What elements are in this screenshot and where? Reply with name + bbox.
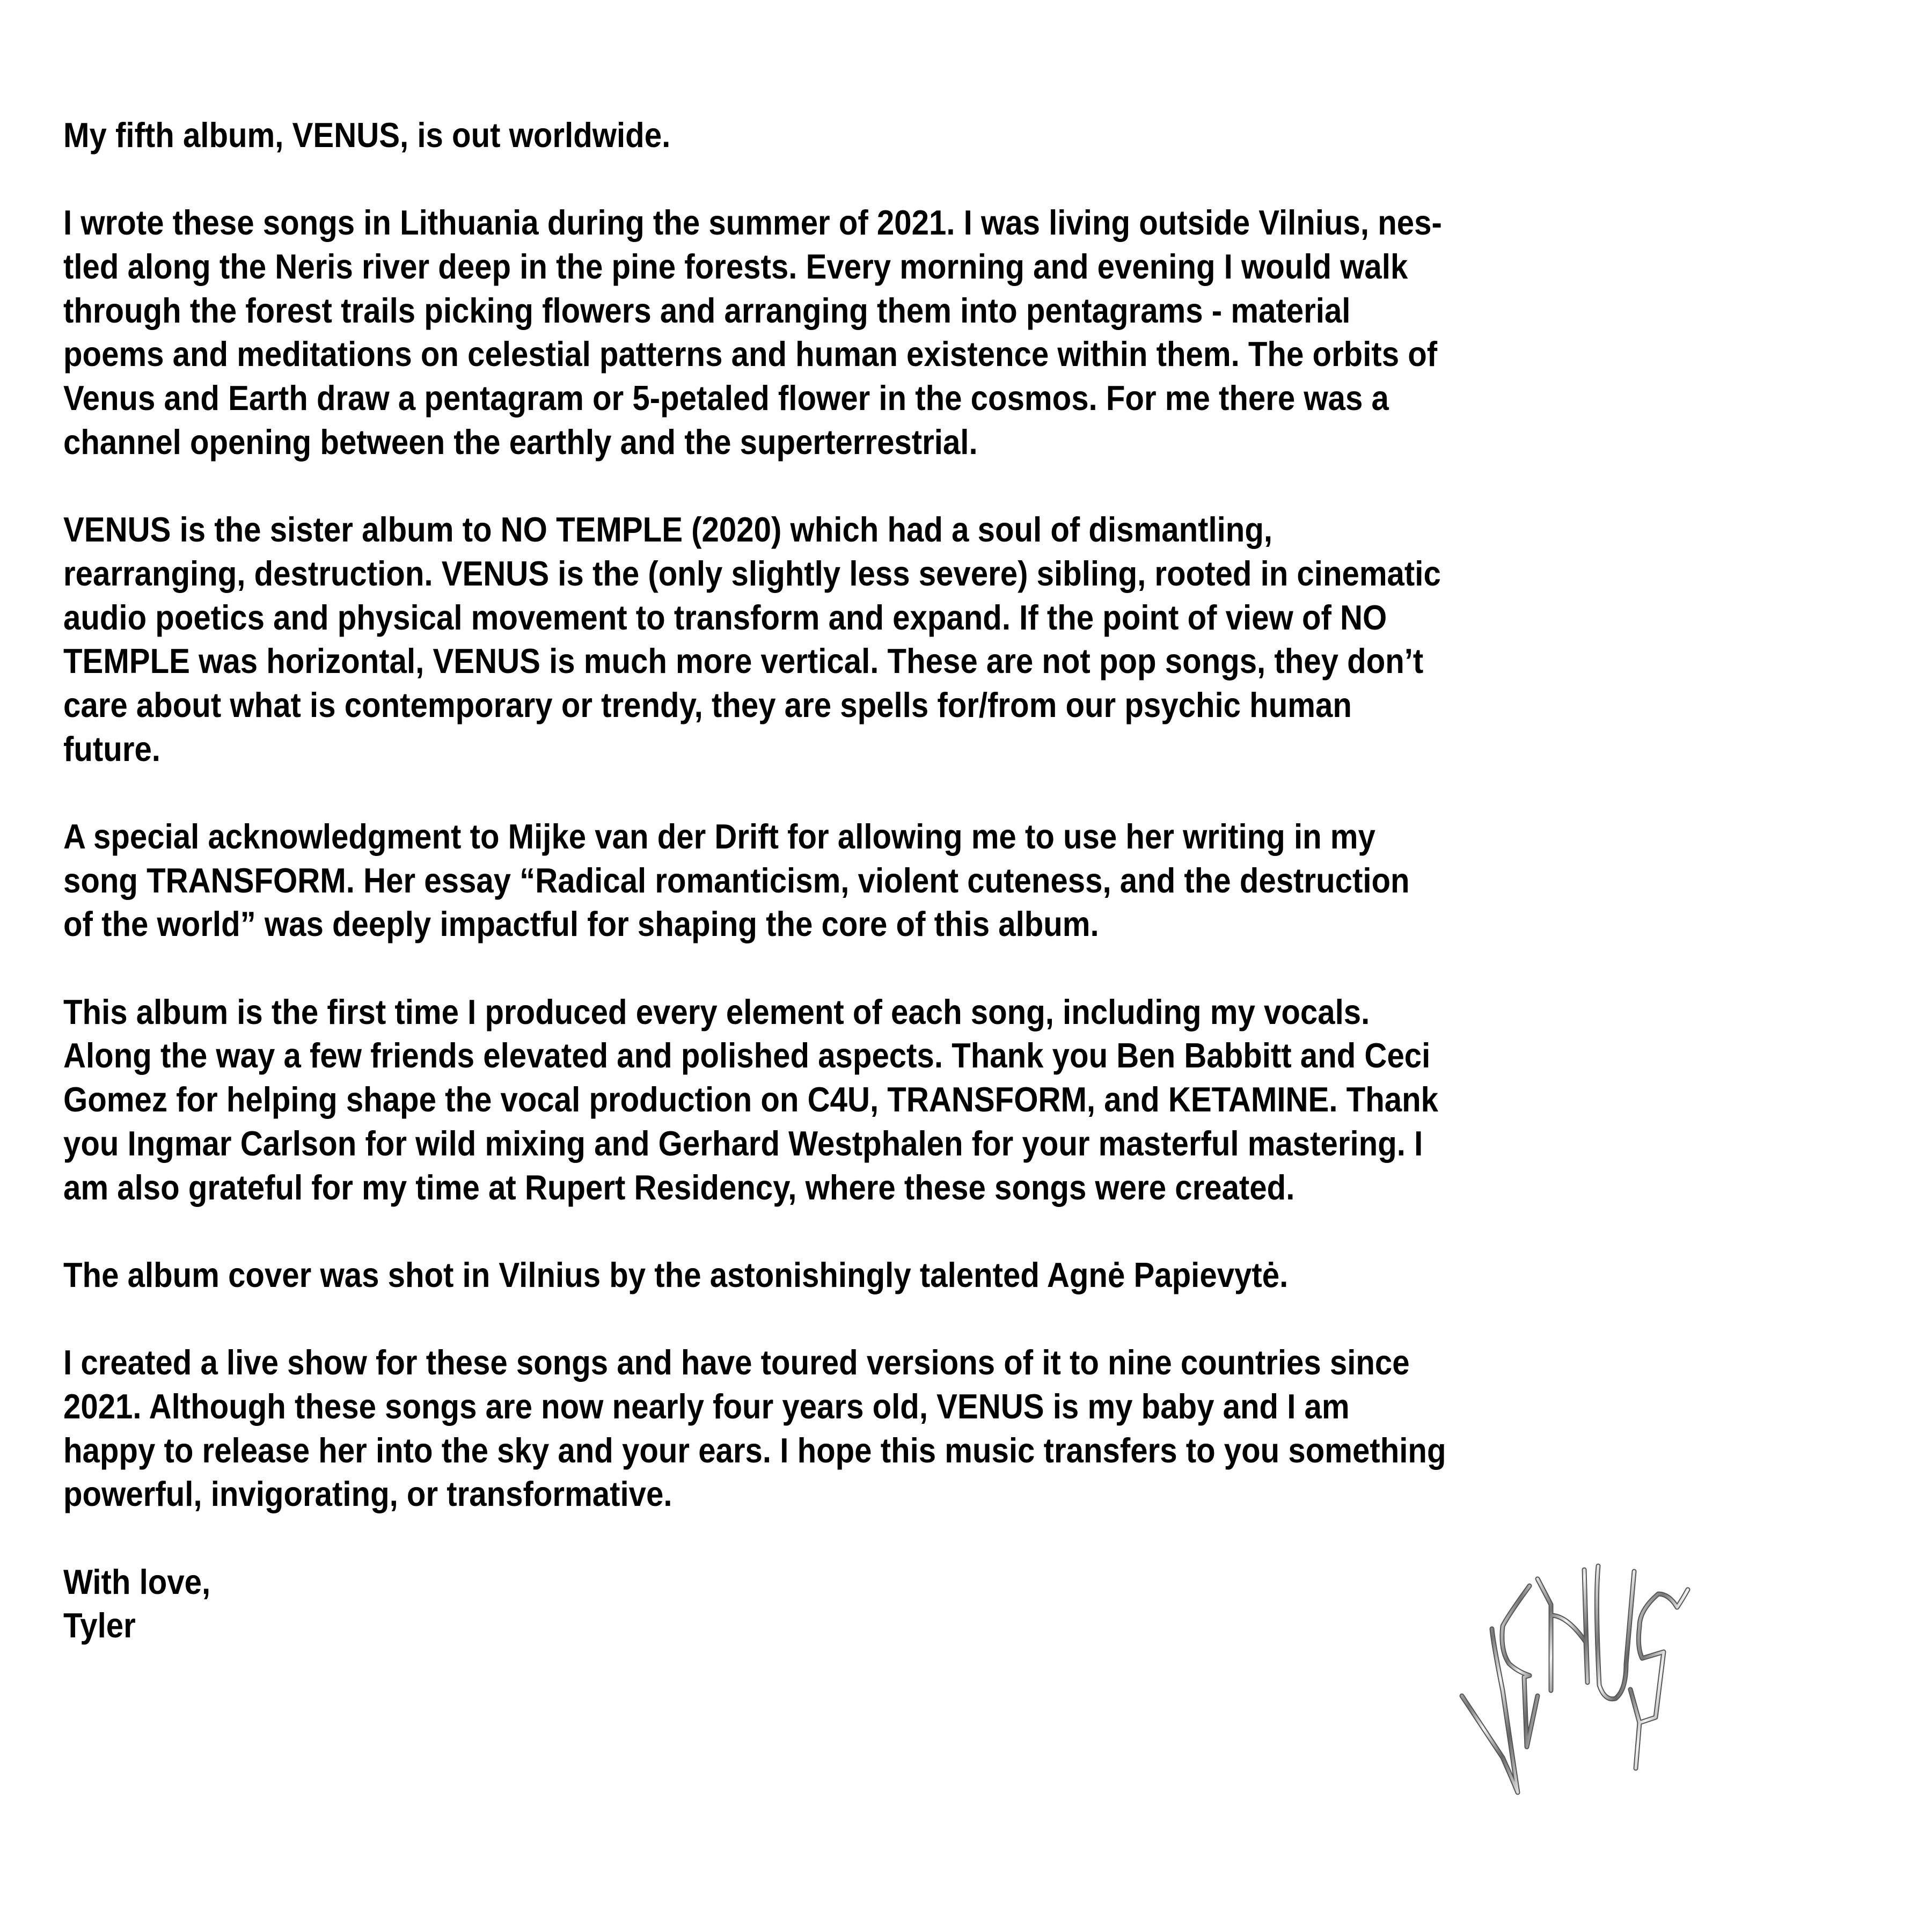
text-line: Venus and Earth draw a pentagram or 5-petaled flower in the cosmos. For me there was a (63, 378, 1389, 418)
text-line: With love, (63, 1562, 211, 1601)
text-line: Tyler (63, 1606, 136, 1645)
text-line: TEMPLE was horizontal, VENUS is much more vertical. These are not pop songs, they don’t (63, 641, 1424, 681)
paragraph (63, 508, 1834, 771)
text-line: you Ingmar Carlson for wild mixing and Gerhard Westphalen for your masterful mastering. I (63, 1123, 1423, 1163)
paragraph (63, 815, 1834, 946)
text-line: poems and meditations on celestial patterns and human existence within them. The orbits of (63, 334, 1438, 374)
paragraph (63, 1341, 1834, 1516)
text-line: happy to release her into the sky and your ears. I hope this music transfers to you something (63, 1430, 1446, 1470)
paragraph (63, 113, 1834, 157)
paragraph (63, 990, 1834, 1209)
text-line: through the forest trails picking flowers and arranging them into pentagrams - material (63, 290, 1351, 330)
text-line: VENUS is the sister album to NO TEMPLE (2020) which had a soul of dismantling, (63, 510, 1273, 550)
paragraph (63, 201, 1834, 464)
text-line: My fifth album, VENUS, is out worldwide. (63, 115, 671, 155)
text-line: 2021. Although these songs are now nearly four years old, VENUS is my baby and I am (63, 1386, 1350, 1426)
text-line: tled along the Neris river deep in the pine forests. Every morning and evening I would walk (63, 247, 1408, 287)
text-line: care about what is contemporary or trendy, they are spells for/from our psychic human (63, 685, 1352, 724)
text-line: channel opening between the earthly and the superterrestrial. (63, 422, 978, 462)
text-line: A special acknowledgment to Mijke van der Drift for allowing me to use her writing in my (63, 817, 1375, 856)
paragraph (63, 1253, 1834, 1297)
text-line: I wrote these songs in Lithuania during the summer of 2021. I was living outside Vilnius, nes- (63, 203, 1442, 243)
text-line: audio poetics and physical movement to transform and expand. If the point of view of NO (63, 597, 1387, 637)
text-line: This album is the first time I produced every element of each song, including my vocals. (63, 992, 1370, 1031)
text-line: am also grateful for my time at Rupert Residency, where these songs were created. (63, 1167, 1295, 1207)
text-line: Gomez for helping shape the vocal production on C4U, TRANSFORM, and KETAMINE. Thank (63, 1080, 1438, 1119)
logo-letter-n (1538, 1570, 1587, 1690)
letter-body (63, 113, 1834, 1692)
text-line: The album cover was shot in Vilnius by the astonishingly talented Agnė Papievytė. (63, 1255, 1289, 1294)
venus-logo (1449, 1556, 1932, 1932)
text-line: powerful, invigorating, or transformative. (63, 1474, 672, 1514)
text-line: song TRANSFORM. Her essay “Radical romanticism, violent cuteness, and the destruction (63, 860, 1410, 900)
text-line: of the world” was deeply impactful for shaping the core of this album. (63, 904, 1099, 944)
text-line: rearranging, destruction. VENUS is the (only slightly less severe) sibling, rooted in cinematic (63, 553, 1441, 593)
text-line: I created a live show for these songs and have toured versions of it to nine countries since (63, 1343, 1410, 1382)
text-line: Along the way a few friends elevated and polished aspects. Thank you Ben Babbitt and Ceci (63, 1036, 1431, 1075)
text-line: future. (63, 729, 160, 769)
